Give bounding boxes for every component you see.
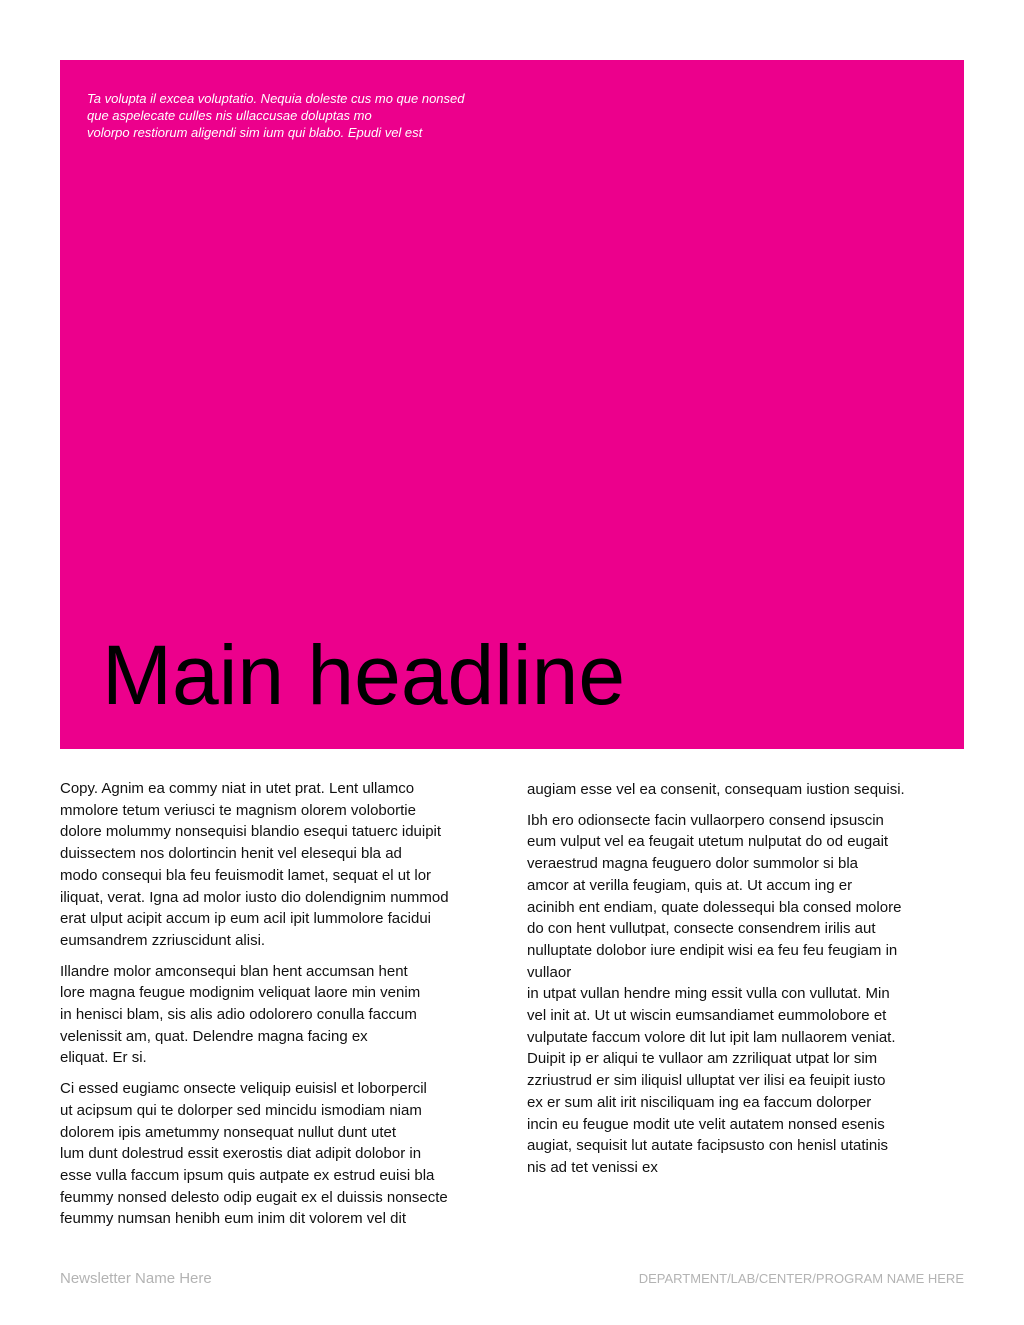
- body-text-line: augiat, sequisit lut autate facipsusto con henisl utatinis: [527, 1137, 889, 1155]
- body-text-line: dolore molummy nonsequisi blandio esequi tatuerc iduipit: [60, 823, 442, 841]
- body-text-line: in utpat vullan hendre ming essit vulla con vullutat. Min: [527, 985, 890, 1003]
- body-text-line: feummy numsan henibh eum inim dit volorem vel dit: [60, 1210, 406, 1228]
- body-text-line: in henisci blam, sis alis adio odolorero conulla faccum: [60, 1006, 417, 1024]
- body-text-line: Illandre molor amconsequi blan hent accumsan hent: [60, 962, 408, 980]
- newsletter-name: Newsletter Name Here: [60, 1270, 212, 1287]
- hero-banner: [60, 60, 964, 749]
- body-text-line: eliquat. Er si.: [60, 1049, 147, 1067]
- body-paragraph: [60, 778, 505, 952]
- body-text-line: eumsandrem zzriuscidunt alisi.: [60, 931, 266, 949]
- body-text-line: vullaor: [527, 963, 572, 981]
- body-text-line: modo consequi bla feu feuismodit lamet, sequat el ut lor: [60, 866, 432, 884]
- main-headline: Main headline: [102, 628, 626, 722]
- body-text-line: eum vulput vel ea feugait utetum nulputat do od eugait: [527, 833, 889, 851]
- hero-caption-line: volorpo restiorum aligendi sim ium qui blabo. Epudi vel est: [87, 125, 423, 140]
- hero-caption-line: que aspelecate culles nis ullaccusae doluptas mo: [87, 108, 372, 123]
- body-text-line: augiam esse vel ea consenit, consequam iustion sequisi.: [527, 781, 905, 798]
- body-text-line: erat ulput acipit accum ip eum acil ipit lummolore facidui: [60, 910, 431, 928]
- body-text-line: Ci essed eugiamc onsecte veliquip euisisl et loborpercil: [60, 1080, 427, 1098]
- body-paragraph: [60, 1078, 505, 1230]
- body-text-line: velenissit am, quat. Delendre magna facing ex: [60, 1027, 368, 1045]
- body-text-line: Duipit ip er aliqui te vullaor am zzriliquat utpat lor sim: [527, 1050, 878, 1068]
- body-text-line: acinibh ent endiam, quate dolessequi bla consed molore: [527, 898, 902, 916]
- body-text-line: nulluptate dolobor iure endipit wisi ea feu feu feugiam in: [527, 941, 898, 959]
- body-text-line: esse vulla faccum ipsum quis autpate ex estrud euisi bla: [60, 1166, 435, 1184]
- body-column-left: [60, 778, 505, 1239]
- body-text-line: lum dunt dolestrud essit exerostis diat adipit dolobor in: [60, 1145, 422, 1163]
- body-paragraph: [527, 779, 957, 801]
- body-text-line: vulputate faccum volore dit lut ipit lam nullaorem veniat.: [527, 1028, 896, 1046]
- body-paragraph: [527, 810, 957, 1179]
- body-text-line: vel init at. Ut ut wiscin eumsandiamet eummolobore et: [527, 1007, 887, 1025]
- hero-caption: [87, 90, 519, 141]
- body-text-line: dolorem ipis ametummy nonsequat nullut dunt utet: [60, 1123, 397, 1141]
- body-text-line: veraestrud magna feuguero dolor summolor si bla: [527, 855, 859, 873]
- body-text-line: nis ad tet venissi ex: [527, 1158, 658, 1176]
- body-text-line: feummy nonsed delesto odip eugait ex el duissis nonsecte: [60, 1188, 448, 1206]
- body-text-line: duissectem nos dolortincin henit vel elesequi bla ad: [60, 845, 402, 863]
- body-text-line: do con hent vullutpat, consecte consendrem irilis aut: [527, 920, 876, 938]
- body-text-line: Copy. Agnim ea commy niat in utet prat. Lent ullamco: [60, 780, 415, 797]
- body-text-line: iliquat, verat. Igna ad molor iusto dio dolendignim nummod: [60, 888, 449, 906]
- hero-caption-line: Ta volupta il excea voluptatio. Nequia doleste cus mo que nonsed: [87, 91, 465, 106]
- body-column-right: [527, 779, 957, 1188]
- body-text-line: incin eu feugue modit ute velit autatem nonsed esenis: [527, 1115, 885, 1133]
- body-text-line: Ibh ero odionsecte facin vullaorpero consend ipsuscin: [527, 811, 884, 829]
- body-text-line: lore magna feugue modignim veliquat laore min venim: [60, 984, 421, 1002]
- body-text-line: ut acipsum qui te dolorper sed mincidu ismodiam niam: [60, 1101, 422, 1119]
- body-text-line: ex er sum alit irit nisciliquam ing ea faccum dolorper: [527, 1093, 872, 1111]
- body-paragraph: [60, 961, 505, 1070]
- body-text-line: zzriustrud er sim iliquisl ulluptat ver ilisi ea feuipit iusto: [527, 1072, 886, 1090]
- body-text-line: amcor at verilla feugiam, quis at. Ut accum ing er: [527, 876, 853, 894]
- department-name: DEPARTMENT/LAB/CENTER/PROGRAM NAME HERE: [638, 1271, 964, 1286]
- body-text-line: mmolore tetum veriusci te magnism olorem volobortie: [60, 801, 416, 819]
